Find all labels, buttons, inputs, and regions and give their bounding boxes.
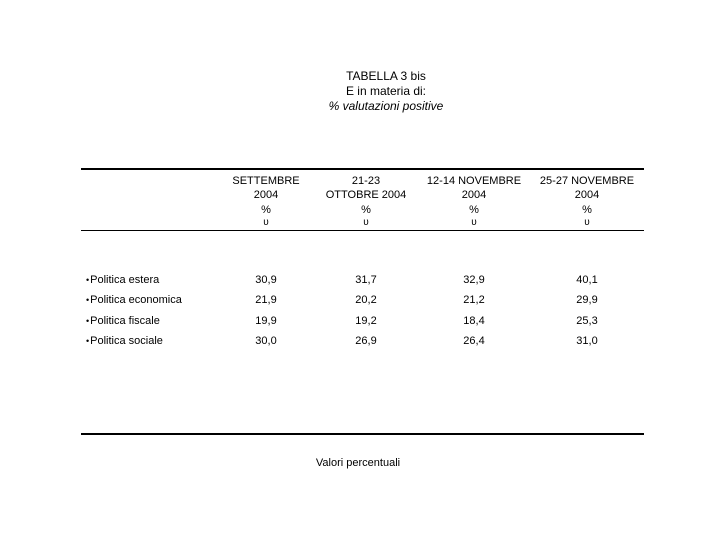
table-cell: 29,9	[576, 294, 598, 306]
column-header-line-1: 12-14 NOVEMBRE	[426, 175, 522, 187]
column-marker-icon: υ	[584, 217, 590, 228]
row-label	[86, 335, 163, 347]
table-cell: 26,4	[463, 335, 485, 347]
bullet-icon: •	[86, 295, 90, 305]
row-label-text: Politica sociale	[90, 335, 163, 347]
column-unit: %	[469, 204, 479, 216]
table-cell: 26,9	[355, 335, 377, 347]
title-subtitle: % valutazioni positive	[328, 99, 444, 113]
column-header-line-1: SETTEMBRE	[232, 175, 300, 187]
table-footer-note: Valori percentuali	[315, 457, 401, 469]
row-label	[86, 274, 159, 286]
table-cell: 30,9	[255, 274, 277, 286]
table-cell: 25,3	[576, 315, 598, 327]
table-cell: 20,2	[355, 294, 377, 306]
column-marker-icon: υ	[363, 217, 369, 228]
table-top-rule	[81, 168, 644, 170]
table-row	[86, 294, 646, 310]
column-header-settembre	[226, 174, 306, 229]
table-row	[86, 315, 646, 331]
bullet-icon: •	[86, 336, 90, 346]
row-label-text: Politica economica	[90, 294, 182, 306]
column-header-12-14-novembre	[419, 174, 529, 229]
column-header-25-27-novembre	[532, 174, 642, 229]
column-header-line-1: 25-27 NOVEMBRE	[539, 175, 635, 187]
column-header-line-2: 2004	[574, 189, 600, 201]
column-unit: %	[582, 204, 592, 216]
header-separator-rule	[81, 230, 644, 231]
bullet-icon: •	[86, 316, 90, 326]
row-label	[86, 294, 182, 306]
table-bottom-rule	[81, 433, 644, 435]
title-line-2: E in materia di:	[345, 84, 427, 98]
column-unit: %	[361, 204, 371, 216]
table-cell: 19,9	[255, 315, 277, 327]
table-cell: 30,0	[255, 335, 277, 347]
column-header-line-2: 2004	[461, 189, 487, 201]
row-label-text: Politica fiscale	[90, 315, 160, 327]
column-header-line-2: OTTOBRE 2004	[325, 189, 407, 201]
table-row	[86, 335, 646, 351]
column-marker-icon: υ	[263, 217, 269, 228]
table-cell: 19,2	[355, 315, 377, 327]
table-cell: 21,9	[255, 294, 277, 306]
table-cell: 21,2	[463, 294, 485, 306]
column-header-line-2: 2004	[253, 189, 279, 201]
bullet-icon: •	[86, 275, 90, 285]
column-header-ottobre	[316, 174, 416, 229]
table-cell: 18,4	[463, 315, 485, 327]
table-title	[236, 69, 536, 114]
table-cell: 31,7	[355, 274, 377, 286]
row-label	[86, 315, 160, 327]
table-row	[86, 274, 646, 290]
column-header-line-1: 21-23	[351, 175, 381, 187]
table-cell: 40,1	[576, 274, 598, 286]
title-line-1: TABELLA 3 bis	[346, 69, 426, 83]
table-cell: 32,9	[463, 274, 485, 286]
row-label-text: Politica estera	[90, 274, 160, 286]
column-unit: %	[261, 204, 271, 216]
column-marker-icon: υ	[471, 217, 477, 228]
table-cell: 31,0	[576, 335, 598, 347]
